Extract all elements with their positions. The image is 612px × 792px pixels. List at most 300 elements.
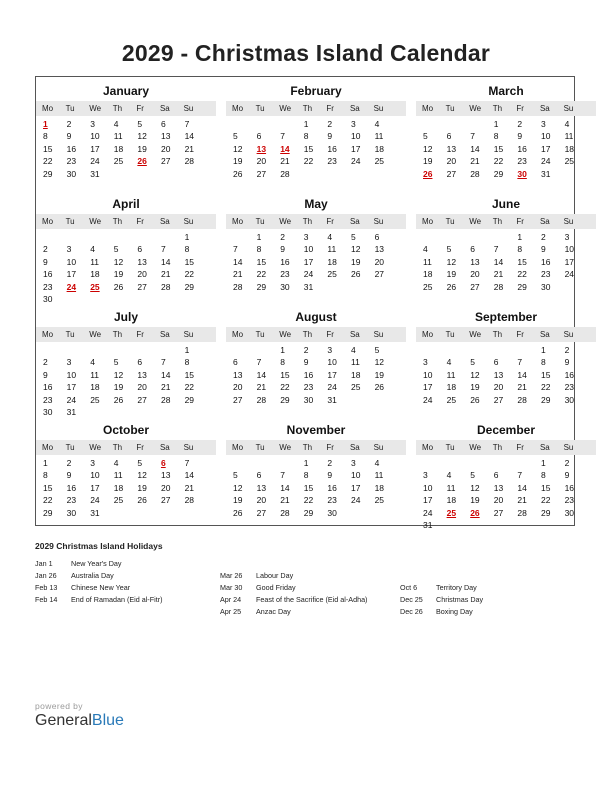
- day-cell: 17: [90, 482, 100, 493]
- day-cell: 5: [233, 131, 238, 142]
- empty-cell: [64, 344, 88, 356]
- holiday-name: Christmas Day: [436, 595, 484, 604]
- day-cell: 19: [137, 482, 147, 493]
- day-cell: 17: [303, 256, 314, 267]
- day-cell: 20: [160, 482, 171, 493]
- weekday-label: Tu: [445, 104, 455, 113]
- day-cell: 2: [564, 345, 570, 355]
- day-cell: 14: [493, 256, 504, 267]
- weekday-header: [36, 101, 216, 116]
- day-cell: 23: [43, 281, 53, 292]
- day-cell: 18: [350, 369, 361, 380]
- day-cell: 3: [350, 119, 356, 129]
- day-cell: 28: [280, 507, 290, 518]
- month-name: May: [304, 197, 328, 211]
- empty-cell: [444, 231, 468, 243]
- empty-cell: [277, 118, 301, 130]
- weekday-label: Sa: [159, 443, 170, 452]
- holidays-title: 2029 Christmas Island Holidays: [35, 541, 163, 551]
- day-cell: 1: [517, 232, 523, 242]
- empty-cell: [444, 344, 468, 356]
- day-cell: 20: [137, 382, 147, 393]
- empty-cell: [254, 344, 278, 356]
- day-cell: 14: [233, 256, 243, 267]
- weekday-label: Mo: [232, 330, 244, 339]
- day-cell: 12: [137, 470, 147, 481]
- day-cell: 12: [423, 143, 433, 154]
- holiday-day-cell: 13: [256, 143, 267, 154]
- day-cell: 10: [327, 357, 337, 368]
- day-cell: 18: [374, 143, 385, 154]
- day-cell: 2: [43, 357, 48, 368]
- day-cell: 10: [66, 369, 77, 380]
- day-cell: 26: [137, 495, 147, 506]
- empty-cell: [491, 231, 515, 243]
- day-cell: 16: [564, 369, 575, 380]
- day-cell: 9: [540, 244, 546, 255]
- day-cell: 26: [233, 507, 243, 518]
- empty-cell: [230, 118, 254, 130]
- day-cell: 13: [446, 143, 457, 154]
- day-cell: 1: [493, 119, 499, 129]
- day-cell: 5: [374, 345, 380, 355]
- day-cell: 3: [90, 458, 95, 468]
- day-cell: 4: [350, 345, 356, 355]
- day-cell: 20: [233, 382, 243, 393]
- day-cell: 18: [90, 382, 100, 393]
- day-cell: 21: [493, 269, 504, 280]
- day-cell: 10: [423, 482, 433, 493]
- holiday-date: Apr 25: [220, 607, 242, 616]
- weekday-label: Mo: [422, 104, 434, 113]
- day-cell: 20: [446, 156, 457, 167]
- day-cell: 18: [113, 482, 124, 493]
- day-cell: 3: [66, 244, 72, 255]
- holiday-day-cell: 26: [137, 156, 147, 167]
- day-grid: [226, 231, 406, 293]
- day-cell: 19: [470, 382, 480, 393]
- day-cell: 11: [446, 482, 456, 493]
- weekday-label: Sa: [349, 330, 360, 339]
- day-cell: 8: [256, 244, 262, 255]
- day-cell: 14: [470, 143, 480, 154]
- day-cell: 26: [446, 281, 457, 292]
- day-cell: 31: [423, 519, 433, 530]
- day-cell: 21: [160, 269, 171, 280]
- month-august: [226, 303, 406, 406]
- day-cell: 12: [233, 482, 243, 493]
- day-cell: 11: [327, 244, 337, 255]
- page-title: 2029 - Christmas Island Calendar: [121, 40, 491, 66]
- day-cell: 6: [137, 244, 143, 255]
- day-cell: 5: [233, 470, 238, 481]
- day-cell: 15: [493, 143, 504, 154]
- day-cell: 18: [374, 482, 385, 493]
- day-cell: 11: [113, 131, 123, 142]
- holiday-item: [220, 582, 367, 594]
- day-cell: 9: [564, 357, 570, 368]
- day-cell: 24: [327, 382, 337, 393]
- day-cell: 16: [517, 143, 527, 154]
- weekday-label: Mo: [42, 104, 54, 113]
- weekday-label: Su: [183, 217, 194, 226]
- day-cell: 16: [540, 256, 551, 267]
- day-cell: 29: [280, 394, 290, 405]
- weekday-label: Mo: [422, 330, 434, 339]
- day-cell: 9: [303, 357, 309, 368]
- day-cell: 15: [256, 256, 267, 267]
- day-cell: 1: [280, 345, 285, 355]
- day-cell: 6: [470, 244, 475, 255]
- day-cell: 22: [303, 495, 314, 506]
- day-cell: 17: [327, 369, 337, 380]
- day-cell: 8: [517, 244, 523, 255]
- day-cell: 25: [350, 382, 361, 393]
- day-cell: 25: [90, 394, 100, 405]
- holiday-name: New Year's Day: [71, 559, 122, 568]
- day-cell: 11: [90, 256, 100, 267]
- day-cell: 18: [90, 269, 100, 280]
- weekday-label: Th: [112, 330, 123, 339]
- weekday-label: We: [89, 330, 102, 339]
- day-cell: 17: [564, 256, 575, 267]
- day-cell: 17: [540, 143, 551, 154]
- day-cell: 22: [256, 269, 267, 280]
- day-cell: 4: [446, 470, 452, 481]
- day-cell: 16: [43, 269, 53, 280]
- day-cell: 2: [540, 232, 546, 242]
- weekday-label: Sa: [349, 217, 360, 226]
- day-cell: 21: [160, 382, 171, 393]
- day-cell: 23: [540, 269, 551, 280]
- day-cell: 27: [233, 394, 243, 405]
- day-cell: 13: [233, 369, 243, 380]
- day-cell: 29: [303, 507, 314, 518]
- day-cell: 16: [66, 143, 77, 154]
- day-cell: 19: [113, 382, 124, 393]
- day-cell: 30: [303, 394, 314, 405]
- holiday-day-cell: 25: [90, 281, 100, 292]
- holiday-date: Dec 25: [400, 595, 423, 604]
- holiday-column-3: [400, 582, 483, 618]
- day-cell: 15: [43, 143, 53, 154]
- empty-cell: [254, 457, 278, 469]
- month-february: [226, 77, 406, 180]
- weekday-label: Fr: [326, 104, 334, 113]
- weekday-label: Sa: [349, 104, 360, 113]
- day-cell: 18: [113, 143, 124, 154]
- day-cell: 17: [66, 269, 77, 280]
- month-name: February: [290, 84, 342, 98]
- day-cell: 30: [540, 281, 551, 292]
- day-cell: 8: [303, 470, 309, 481]
- day-cell: 14: [184, 470, 195, 481]
- weekday-header: [226, 327, 406, 342]
- day-cell: 22: [540, 495, 551, 506]
- day-cell: 17: [66, 382, 77, 393]
- day-cell: 5: [350, 232, 356, 242]
- day-cell: 31: [540, 168, 551, 179]
- day-cell: 25: [113, 495, 124, 506]
- weekday-label: Fr: [326, 443, 334, 452]
- day-cell: 13: [256, 482, 267, 493]
- day-cell: 7: [233, 244, 238, 255]
- powered-by-text: powered by: [35, 701, 83, 711]
- day-cell: 23: [280, 269, 290, 280]
- weekday-label: Fr: [136, 217, 144, 226]
- day-cell: 7: [256, 357, 262, 368]
- month-june: [416, 190, 596, 293]
- day-cell: 20: [493, 495, 504, 506]
- day-cell: 23: [564, 382, 575, 393]
- day-cell: 4: [374, 458, 380, 468]
- brand-name-part2: Blue: [91, 712, 124, 729]
- day-cell: 12: [470, 369, 480, 380]
- weekday-header: [36, 327, 216, 342]
- day-cell: 15: [43, 482, 53, 493]
- day-cell: 29: [517, 281, 527, 292]
- day-cell: 12: [233, 143, 243, 154]
- day-cell: 1: [303, 458, 309, 468]
- day-cell: 10: [540, 131, 551, 142]
- day-cell: 12: [137, 131, 147, 142]
- day-cell: 7: [184, 119, 190, 129]
- day-cell: 8: [540, 357, 546, 368]
- day-cell: 24: [90, 156, 100, 167]
- day-cell: 23: [564, 495, 575, 506]
- weekday-label: Th: [492, 443, 503, 452]
- day-cell: 3: [423, 470, 428, 481]
- day-cell: 8: [280, 357, 285, 368]
- weekday-label: Fr: [516, 443, 524, 452]
- day-cell: 15: [303, 143, 314, 154]
- day-cell: 13: [493, 482, 504, 493]
- day-cell: 19: [374, 369, 385, 380]
- holiday-day-cell: 30: [517, 168, 527, 179]
- day-cell: 26: [113, 281, 124, 292]
- weekday-header: [226, 101, 406, 116]
- day-cell: 5: [423, 131, 428, 142]
- empty-cell: [87, 231, 111, 243]
- empty-cell: [40, 231, 64, 243]
- month-december: [416, 416, 596, 531]
- month-march: [416, 77, 596, 180]
- day-cell: 29: [540, 507, 551, 518]
- holiday-name: Feast of the Sacrifice (Eid al-Adha): [256, 595, 368, 604]
- day-cell: 9: [43, 256, 48, 267]
- month-may: [226, 190, 406, 293]
- day-cell: 24: [66, 394, 77, 405]
- day-cell: 26: [233, 168, 243, 179]
- day-cell: 11: [374, 131, 384, 142]
- day-cell: 5: [113, 357, 119, 368]
- day-cell: 16: [327, 143, 337, 154]
- day-cell: 21: [184, 482, 195, 493]
- weekday-label: Tu: [445, 443, 455, 452]
- empty-cell: [467, 457, 491, 469]
- day-cell: 8: [184, 244, 190, 255]
- day-cell: 27: [374, 269, 385, 280]
- weekday-label: We: [89, 443, 102, 452]
- day-cell: 15: [540, 482, 551, 493]
- weekday-label: Su: [183, 104, 194, 113]
- day-cell: 29: [43, 168, 53, 179]
- weekday-label: Th: [302, 443, 313, 452]
- day-cell: 8: [184, 357, 190, 368]
- day-grid: [36, 231, 216, 305]
- day-cell: 24: [350, 495, 361, 506]
- day-cell: 6: [374, 232, 380, 242]
- day-cell: 7: [470, 131, 475, 142]
- day-cell: 25: [113, 156, 124, 167]
- day-cell: 2: [66, 119, 72, 129]
- day-cell: 9: [327, 131, 333, 142]
- empty-cell: [420, 457, 444, 469]
- day-cell: 1: [43, 458, 48, 468]
- day-cell: 22: [43, 156, 53, 167]
- holiday-day-cell: 26: [470, 507, 480, 518]
- weekday-label: Mo: [42, 217, 54, 226]
- holiday-name: Anzac Day: [256, 607, 291, 616]
- day-cell: 6: [446, 131, 452, 142]
- day-cell: 10: [303, 244, 314, 255]
- month-name: June: [491, 197, 520, 211]
- weekday-label: Fr: [516, 217, 524, 226]
- weekday-label: Mo: [422, 217, 434, 226]
- weekday-label: We: [469, 217, 482, 226]
- weekday-label: Sa: [539, 443, 550, 452]
- day-cell: 6: [233, 357, 238, 368]
- day-cell: 14: [160, 256, 171, 267]
- empty-cell: [158, 344, 182, 356]
- day-cell: 31: [327, 394, 337, 405]
- day-cell: 5: [137, 119, 143, 129]
- day-cell: 19: [137, 143, 147, 154]
- weekday-header: [36, 440, 216, 455]
- day-cell: 7: [160, 244, 166, 255]
- day-cell: 28: [280, 168, 290, 179]
- month-january: [36, 77, 216, 180]
- day-cell: 3: [66, 357, 72, 368]
- weekday-header: [416, 327, 596, 342]
- weekday-label: Mo: [232, 443, 244, 452]
- day-cell: 18: [564, 143, 575, 154]
- day-cell: 27: [493, 507, 504, 518]
- day-cell: 12: [374, 357, 385, 368]
- day-cell: 3: [540, 119, 546, 129]
- month-november: [226, 416, 406, 519]
- empty-cell: [134, 231, 158, 243]
- weekday-label: Sa: [159, 217, 170, 226]
- day-cell: 22: [303, 156, 314, 167]
- month-name: November: [286, 423, 346, 437]
- weekday-label: Fr: [326, 217, 334, 226]
- day-cell: 2: [564, 458, 570, 468]
- day-cell: 7: [184, 458, 190, 468]
- day-cell: 20: [256, 156, 267, 167]
- day-cell: 7: [517, 357, 523, 368]
- day-cell: 7: [493, 244, 499, 255]
- day-cell: 1: [256, 232, 262, 242]
- day-cell: 24: [303, 269, 314, 280]
- weekday-label: Mo: [232, 217, 244, 226]
- day-grid: [36, 118, 216, 180]
- weekday-label: Th: [112, 217, 123, 226]
- day-cell: 10: [350, 131, 361, 142]
- day-cell: 27: [137, 281, 147, 292]
- weekday-label: Tu: [255, 104, 265, 113]
- empty-cell: [230, 344, 254, 356]
- day-cell: 4: [564, 119, 570, 129]
- day-cell: 15: [280, 369, 290, 380]
- day-grid: [36, 457, 216, 519]
- day-cell: 29: [493, 168, 504, 179]
- day-cell: 14: [256, 369, 267, 380]
- weekday-label: Tu: [255, 443, 265, 452]
- day-cell: 17: [350, 482, 361, 493]
- day-cell: 12: [113, 369, 124, 380]
- holiday-item: [220, 606, 367, 618]
- day-cell: 28: [517, 394, 527, 405]
- weekday-label: Th: [302, 104, 313, 113]
- weekday-label: Th: [112, 443, 123, 452]
- holiday-date: Mar 30: [220, 583, 243, 592]
- day-cell: 6: [137, 357, 143, 368]
- day-cell: 20: [137, 269, 147, 280]
- day-cell: 19: [113, 269, 124, 280]
- holiday-name: Australia Day: [71, 571, 114, 580]
- day-cell: 25: [374, 156, 385, 167]
- month-october: [36, 416, 216, 519]
- day-cell: 4: [113, 458, 119, 468]
- holiday-date: Dec 26: [400, 607, 423, 616]
- weekday-header: [226, 214, 406, 229]
- day-cell: 1: [184, 232, 190, 242]
- day-cell: 23: [327, 495, 337, 506]
- weekday-label: Su: [563, 443, 574, 452]
- day-cell: 6: [493, 357, 499, 368]
- weekday-label: We: [469, 330, 482, 339]
- weekday-label: Tu: [445, 217, 455, 226]
- day-cell: 4: [374, 119, 380, 129]
- weekday-label: Sa: [539, 104, 550, 113]
- day-cell: 24: [564, 269, 575, 280]
- weekday-label: Su: [373, 443, 384, 452]
- day-cell: 11: [564, 131, 574, 142]
- month-name: March: [488, 84, 524, 98]
- day-cell: 22: [493, 156, 504, 167]
- empty-cell: [277, 457, 301, 469]
- day-cell: 15: [184, 369, 195, 380]
- day-cell: 19: [350, 256, 361, 267]
- holiday-column-2: [220, 570, 367, 618]
- holiday-name: Territory Day: [436, 583, 477, 592]
- day-cell: 14: [184, 131, 195, 142]
- empty-cell: [514, 344, 538, 356]
- day-cell: 30: [66, 168, 77, 179]
- day-grid: [416, 231, 596, 293]
- empty-cell: [230, 231, 254, 243]
- weekday-header: [36, 214, 216, 229]
- day-cell: 28: [517, 507, 527, 518]
- holiday-item: [35, 570, 162, 582]
- weekday-label: Su: [373, 104, 384, 113]
- brand-name: [35, 712, 124, 730]
- day-cell: 14: [517, 482, 527, 493]
- day-cell: 29: [184, 394, 195, 405]
- day-grid: [226, 457, 406, 519]
- holiday-item: [400, 582, 483, 594]
